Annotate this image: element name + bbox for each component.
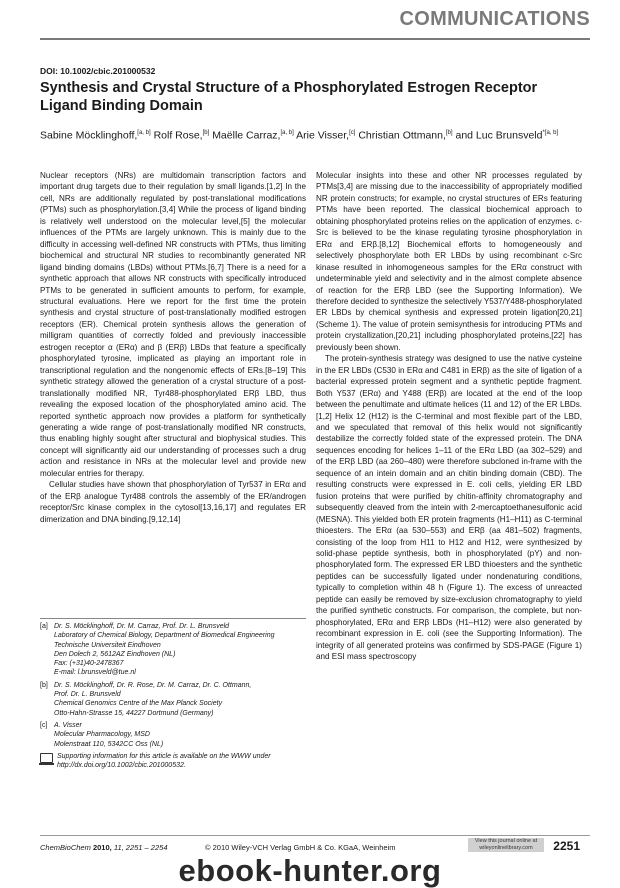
supporting-info-text: Supporting information for this article is available on the WWW under http://dx.doi.org/10.1002/cbic.201000532.	[57, 752, 271, 770]
affiliation-line: Chemical Genomics Centre of the Max Planck Society	[54, 700, 223, 708]
computer-icon	[40, 753, 53, 763]
author-name: Christian Ottmann,	[358, 129, 446, 142]
section-label: COMMUNICATIONS	[399, 8, 590, 30]
affiliation-line: Molecular Pharmacology, MSD	[54, 731, 150, 739]
author-affiliation-mark: [c]	[349, 130, 356, 136]
page-number: 2251	[553, 839, 580, 853]
affiliation-line: Molenstraat 110, 5342CC Oss (NL)	[54, 740, 164, 748]
author-affiliation-mark: *[a, b]	[542, 130, 559, 136]
supporting-info	[40, 752, 306, 771]
author-name: Arie Visser,	[296, 129, 350, 142]
affiliation-line: A. Visser	[54, 721, 82, 729]
author-name: Sabine Möcklinghoff,	[40, 129, 138, 142]
affiliation-line: Prof. Dr. L. Brunsveld	[54, 691, 121, 699]
author-affiliation-mark: [a, b]	[137, 130, 151, 136]
affiliations	[40, 622, 306, 770]
journal-citation: ChemBioChem 2010, 11, 2251 – 2254	[40, 843, 168, 852]
badge-line-2: wileyonlinelibrary.com	[479, 844, 533, 851]
doi[interactable]: DOI: 10.1002/cbic.201000532	[40, 66, 156, 76]
copyright: © 2010 Wiley-VCH Verlag GmbH & Co. KGaA, Weinheim	[205, 843, 396, 852]
affiliation-line: Dr. S. Möcklinghoff, Dr. M. Carraz, Prof. Dr. L. Brunsveld	[54, 623, 230, 630]
author-name: and Luc Brunsveld	[455, 129, 543, 142]
affiliation	[40, 681, 306, 718]
author-list	[40, 126, 570, 143]
affiliation-line: E-mail: l.brunsveld@tue.nl	[54, 669, 136, 677]
body-paragraph: Molecular insights into these and other NR processes regulated by PTMs[3,4] are missing due to the inaccessibility of appropriately modified NR protein constructs; for example, no crystal structures of ERs featuring PTMs have been reported. The classical biochemical approach to obtaining phosphorylated proteins relies on the application of enzymes. c-Src is believed to be the kinase regulating tyrosine phosphorylation in ERα and ERβ.[8,12] Biochemical efforts to homogeneously and selectively phosphorylate both ER LBDs by using recombinant c-Src kinase resulted in inhomogeneous samples for the ERα construct with undeterminable yield and selectivity and in the almost complete absence of reaction for the ERβ LBD (see the Supporting Information). We therefore decided to synthesize the selectively Y537/Y488-phosphorylated ER LBDs by chemical synthesis and expressed protein ligation[20,21] (Scheme 1). The value of protein semisynthesis for introducing PTMs and protein crystallization,[20,21] including phosphorylated proteins,[22] has previously been shown.	[316, 171, 582, 352]
affiliation-line: Laboratory of Chemical Biology, Department of Biomedical Engineering	[54, 632, 275, 640]
author-affiliation-mark: [b]	[202, 130, 210, 136]
affiliation	[40, 622, 306, 678]
affiliation-rule	[40, 618, 306, 619]
journal-online-badge[interactable]	[468, 838, 544, 852]
footer-rule	[40, 835, 590, 836]
affiliation-line: Den Dolech 2, 5612AZ Eindhoven (NL)	[54, 650, 176, 658]
body-paragraph: Nuclear receptors (NRs) are multidomain transcription factors and important drug targets due to their regulation by small ligands.[1,2] In the cell, NRs are additionally regulated by post-translational modifications (PTMs) such as phosphorylation.[3,4] While the process of ligand binding is relatively well understood on the molecular level,[5] the molecular influences of the PTMs are largely unknown. This is mainly due to the difficulty in accessing well-defined NR constructs with PTMs, thus limiting biochemical and structural NR studies to recombinantly generated NR ligand binding domains (LBDs) without PTMs.[6,7] There is a need for a synthetic approach that allows NR constructs with specifically introduced PTMs to be generated in sufficient amounts to perform, for example, structural evaluations. Here we report for the first time the protein synthesis and crystal structure of post-translationally modified estrogen receptors (ER). Chemical protein synthesis allows the generation of milligram quantities of correctly folded and previously inaccessible estrogen receptor α (ERα) and β (ERβ) LBDs that feature a specifically phosphorylated tyrosine, implicated as playing an important role in transcriptional regulation and the nongenomic effects of ERs.[8–19] This synthetic strategy allowed the generation of a crystal structure of a post-translationally modified NR, Tyr488-phosphorylated ERβ LBD, thus revealing the exposed location of the phosphorylated amino acid. The reported synthetic approach now provides a platform for synthetically generating a wide range of post-translationally modified NR constructs, thus enabling highly sought after structural and biophysical studies. This concept will significantly aid our understanding of processes such a drug action and resistance in NRs at the molecular level and provide new molecular entries for therapy.	[40, 171, 306, 478]
affiliation-line: Dr. S. Möcklinghoff, Dr. R. Rose, Dr. M. Carraz, Dr. C. Ottmann,	[54, 681, 252, 689]
badge-line-1: View this journal online at	[474, 838, 538, 844]
author-name: Rolf Rose,	[153, 129, 203, 142]
article-title: Synthesis and Crystal Structure of a Phosphorylated Estrogen Receptor Ligand Binding Domain	[40, 80, 538, 114]
affiliation-label: [c]	[40, 721, 48, 729]
affiliation-line: Fax: (+31)40-2478367	[54, 660, 124, 668]
affiliation	[40, 721, 306, 749]
body-column-left	[40, 170, 306, 612]
author-name: Maëlle Carraz,	[212, 129, 281, 142]
watermark: ebook-hunter.org	[178, 853, 442, 888]
author-affiliation-mark: [b]	[445, 130, 453, 136]
author-affiliation-mark: [a, b]	[280, 130, 294, 136]
body-paragraph: Cellular studies have shown that phosphorylation of Tyr537 in ERα and of the ERβ analogue Tyr488 controls the assembly of the ER/androgen receptor/Src kinase complex in the cytosol[13,16,17] and regulates ER dimerization and DNA binding.[9,12,14]	[40, 480, 306, 524]
body-column-right	[316, 170, 582, 830]
header-rule	[40, 38, 590, 40]
affiliation-line: Otto-Hahn-Strasse 15, 44227 Dortmund (Germany)	[54, 709, 214, 717]
affiliation-label: [a]	[40, 623, 48, 630]
affiliation-label: [b]	[40, 681, 48, 689]
body-paragraph: The protein-synthesis strategy was designed to use the native cysteine in the ER LBDs (C530 in ERα and C481 in ERβ) as the site of ligation of a bacterial expressed protein segment and a synthetic peptide fragment. Both Y537 (ERα) and Y488 (ERβ) are located at the end of the loop between the penultimate and ultimate helices (11 and 12) of the ER LBDs.[1,2] Helix 12 (H12) is the C-terminal and most flexible part of the LBD, and we speculated that removal of this helix would not significantly destabilize the correctly folded state of the expressed protein. The DNA sequences encoding for helices 1–11 of the ERα LBD (aa 302–529) and of the ERβ LBD (aa 260–480) were therefore subcloned in-frame with the sequence of an intein domain and an chitin binding domain (CBD). The resulting constructs were expressed in E. coli cells, yielding ER LBD fusion proteins that were purified by chitin-affinity chromatography and subsequently cleaved from the intein with 2-mercaptoethanesulfonic acid (MESNA). This yielded both ER protein fragments (H1–H11) as C-terminal thioesters. The ERα (aa 530–553) and ERβ (aa 481–502) fragments, consisting of the loop from H11 to H12 and H12, were synthesized by solid-phase peptide synthesis, both in phosphorylated (pY) and non-phosphorylated form. The expressed ER LBD thioesters and the synthetic peptides can be successfully ligated under nondenaturing conditions, typically to completion within 48 h (Figure 1). The excess of unreacted peptide can easily be removed by size-exclusion chromatography to yield the purified synthetic constructs. For comparison, the complete, but non-phosphorylated, ERα and ERβ LBDs (H1–H12) were also generated by recombinant expression in E. coli (see the Supporting Information). The integrity of all generated proteins was confirmed by SDS-PAGE (Figure 1) and ESI mass spectroscopy	[316, 354, 582, 662]
affiliation-line: Technische Universiteit Eindhoven	[54, 641, 161, 649]
page-footer	[40, 838, 580, 854]
